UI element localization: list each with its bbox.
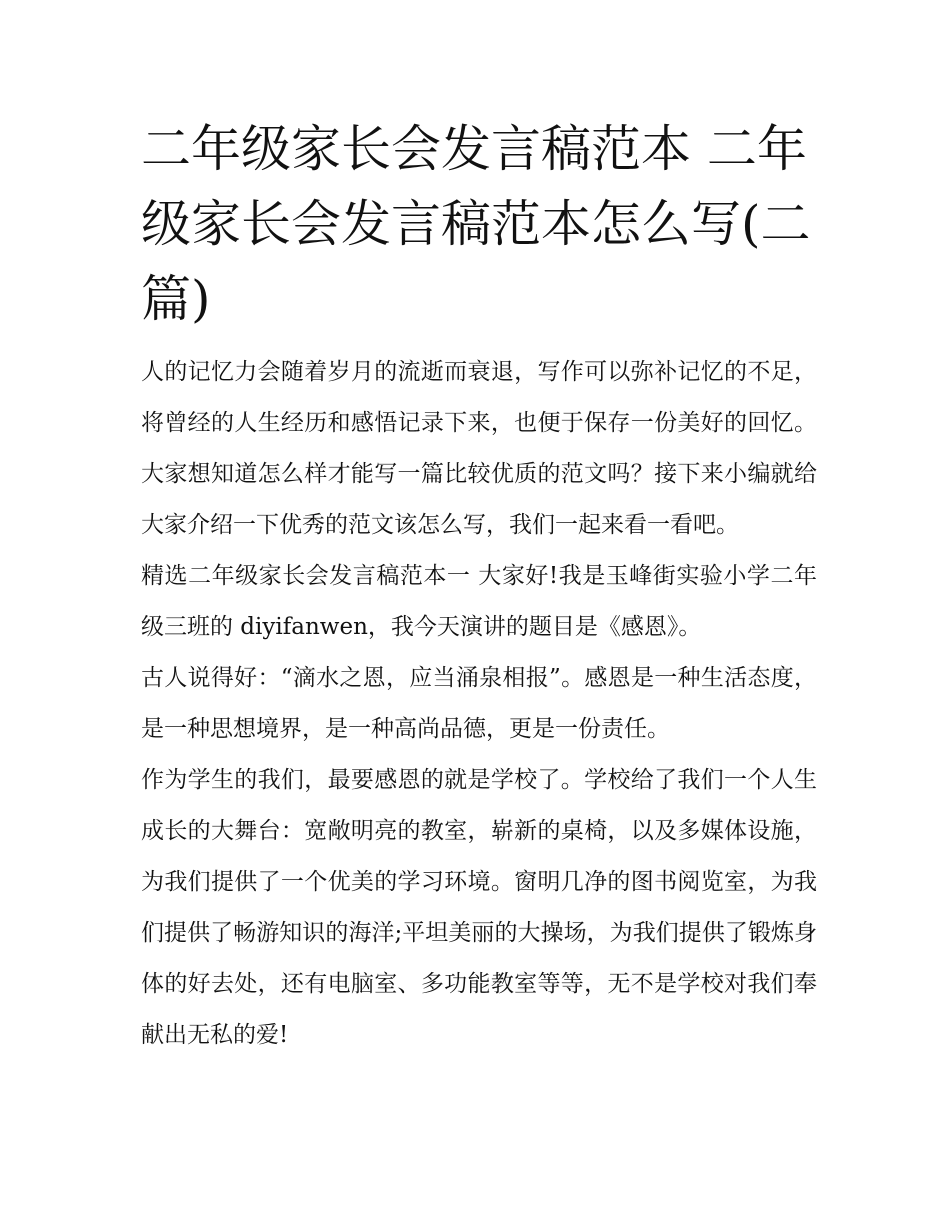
paragraph-intro: 人的记忆力会随着岁月的流逝而衰退，写作可以弥补记忆的不足，将曾经的人生经历和感悟记录下来，也便于保存一份美好的回忆。大家想知道怎么样才能写一篇比较优质的范文吗？接下来小编就给大家介绍一下优秀的范文该怎么写，我们一起来看一看吧。 bbox=[141, 359, 817, 538]
paragraph-quote: 古人说得好：“滴水之恩，应当涌泉相报”。感恩是一种生活态度，是一种思想境界，是一种高尚品德，更是一份责任。 bbox=[141, 665, 817, 742]
document-page bbox=[141, 112, 817, 1061]
paragraph-greeting: 精选二年级家长会发言稿范本一 大家好!我是玉峰街实验小学二年级三班的 diyifanwen，我今天演讲的题目是《感恩》。 bbox=[141, 563, 817, 640]
paragraph-school: 作为学生的我们，最要感恩的就是学校了。学校给了我们一个人生成长的大舞台：宽敞明亮的教室，崭新的桌椅，以及多媒体设施，为我们提供了一个优美的学习环境。窗明几净的图书阅览室，为我们提供了畅游知识的海洋;平坦美丽的大操场，为我们提供了锻炼身体的好去处，还有电脑室、多功能教室等等，无不是学校对我们奉献出无私的爱! bbox=[141, 767, 817, 1048]
document-title: 二年级家长会发言稿范本 二年级家长会发言稿范本怎么写(二篇) bbox=[141, 120, 811, 328]
